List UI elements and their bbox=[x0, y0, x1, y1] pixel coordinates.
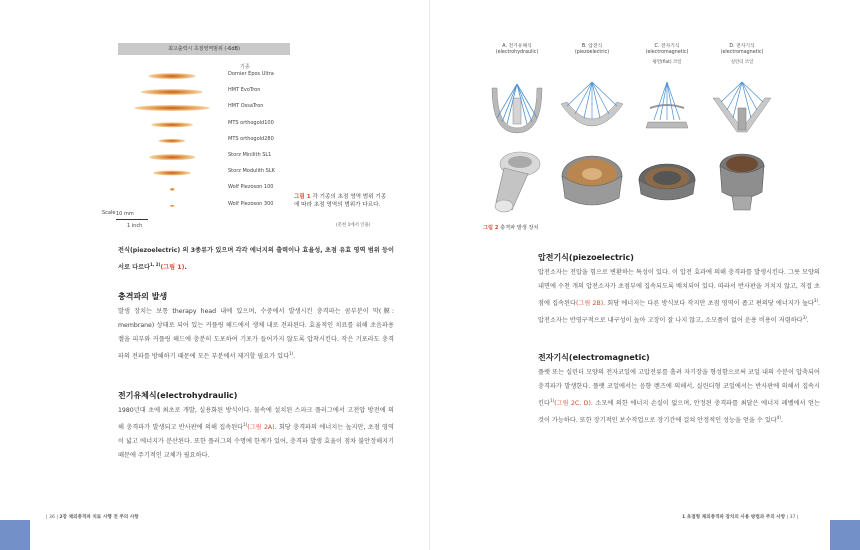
figure1-device-name: Wolf Piezoson 100 bbox=[228, 184, 274, 191]
piezoelectric-diagram bbox=[557, 78, 627, 138]
intro-paragraph bbox=[118, 244, 394, 275]
figure1-device-name: MTS orthogold280 bbox=[228, 135, 274, 142]
figure1-caption-text: 각 기종의 초점 영역 범위 기종에 따라 초점 영역의 범위가 다르다. bbox=[294, 194, 387, 208]
left-page-number: 36 bbox=[49, 515, 55, 520]
left-footer: | 36 | 2장 체외충격파 치료 시행 전 주의 사항 bbox=[46, 515, 139, 520]
section-electrohydraulic-text1: 1980년대 초에 최초로 개발, 실용화된 방식이다. 물속에 설치된 스파크 플러그에서 고전압 방전에 의해 충격파가 발생되고 반사판에 의해 집속된다 bbox=[118, 407, 394, 432]
section-piezoelectric-text3: . 압전소자는 반영구적으로 내구성이 높아 고장이 잘 나지 않고, 소모품이 없어 운용 비용이 저렴하다 bbox=[538, 300, 820, 325]
figure1-device-row bbox=[120, 165, 360, 181]
focal-zone-shape bbox=[170, 188, 175, 190]
section-electromagnetic-sup2: 4) bbox=[776, 415, 781, 421]
figure1-device-name: HMT EvoTron bbox=[228, 87, 261, 94]
focal-zone-shape bbox=[148, 73, 195, 79]
figure1-caption-label: 그림 1 bbox=[294, 194, 311, 200]
section-piezoelectric-paragraph bbox=[538, 266, 820, 328]
section-electrohydraulic-ref: (그림 2A) bbox=[247, 424, 275, 432]
scale-inch-label: 1 inch bbox=[127, 223, 143, 229]
figure1-device-row bbox=[120, 100, 360, 116]
figure1-column-title: 기종 bbox=[240, 64, 250, 70]
focal-zone-shape bbox=[149, 154, 195, 160]
figure2-col-c-title: C. 전자기식 (electromagnetic) bbox=[645, 44, 689, 55]
intro-text: 전식(piezoelectric) 의 3종류가 있으며 각각 에너지의 출력이나 효율성, 초점 유효 영역 범위 등이 서로 다르다 bbox=[118, 247, 394, 272]
figure1-device-row bbox=[120, 149, 360, 165]
figure1-header: 최고출력시 초점영역범위 (-6dB) bbox=[118, 43, 290, 55]
section-electromagnetic-end: . bbox=[780, 417, 783, 425]
electrohydraulic-device-image bbox=[482, 146, 552, 218]
section-shockwave-heading: 충격파의 발생 bbox=[118, 292, 168, 301]
scale-mm-label: 10 mm bbox=[116, 211, 134, 217]
electromagnetic-cylinder-device-image bbox=[707, 146, 777, 218]
left-chapter: 2장 체외충격파 치료 시행 전 주의 사항 bbox=[59, 515, 139, 520]
focal-zone-shape bbox=[151, 122, 193, 127]
focal-zone-shape bbox=[134, 105, 210, 111]
figure1-device-name: MTS orthogold100 bbox=[228, 119, 274, 126]
figure1-device-name: Storz Modulith SLK bbox=[228, 168, 275, 175]
section-electromagnetic-ref: (그림 2C, D) bbox=[554, 400, 591, 408]
section-electromagnetic-text2: . 소모에 의한 에너지 손실이 없으며, 안정된 충격파를 최달은 에너지 레벨에서 얻는 것이 가능하다. 또한 장기적인 보수작업으로 장기간에 걸쳐 안정적인 성능을 얻을 수 있다 bbox=[538, 400, 820, 425]
figure2-caption bbox=[483, 224, 539, 231]
figure2-col-a bbox=[482, 44, 552, 56]
figure1-source: (문헌 1에서 인용) bbox=[336, 223, 371, 228]
scale-label: Scale bbox=[102, 210, 116, 216]
figure1-device-name: Wolf Piezoson 300 bbox=[228, 200, 274, 207]
figure2-col-b-title: B. 압전식 (piezoelectric) bbox=[574, 44, 610, 55]
figure1-caption bbox=[294, 193, 390, 209]
figure2-col-c bbox=[632, 44, 702, 65]
figure2-caption-label: 그림 2 bbox=[483, 225, 499, 231]
figure1-device-row bbox=[120, 117, 360, 133]
electromagnetic-flat-device-image bbox=[632, 146, 702, 218]
scale-bar bbox=[116, 219, 148, 220]
focal-zone-shape bbox=[153, 171, 191, 176]
figure1-device-name: HMT OssaTron bbox=[228, 103, 264, 110]
figure2-col-d bbox=[707, 44, 777, 65]
figure2-col-d-title: D. 전자기식 (electromagnetic) bbox=[720, 44, 764, 55]
section-electrohydraulic-paragraph bbox=[118, 404, 394, 463]
section-shockwave-sup: 1) bbox=[289, 351, 294, 356]
section-piezoelectric-end: . bbox=[806, 317, 809, 325]
electromagnetic-flat-diagram bbox=[632, 78, 702, 138]
section-electromagnetic-text1: 플랫 또는 실린더 모양의 전자코일에 고압전류를 흘려 자기장을 형성함으로써 코일 내의 수분이 압축되어 충격파가 발생한다. 플랫 코일에서는 음향 렌즈에 의해서, 실린더형 코일에서는 반사판에 의해서 집속시킨다 bbox=[538, 369, 820, 408]
section-piezoelectric-sup: 3) bbox=[813, 298, 819, 303]
section-piezoelectric-sup2: 3) bbox=[802, 315, 807, 321]
piezoelectric-device-image bbox=[557, 146, 627, 218]
left-page-tab bbox=[0, 520, 30, 550]
section-electromagnetic-sup: 1) bbox=[549, 398, 555, 403]
right-chapter: 1 초점형 체외충격파 장치의 사용 방법과 주의 사항 bbox=[682, 515, 786, 520]
section-shockwave-paragraph bbox=[118, 305, 394, 364]
focal-zone-shape bbox=[158, 139, 185, 143]
figure2-col-c-subtitle: 평면(flat) 코일 bbox=[652, 60, 682, 65]
figure1-device-row bbox=[120, 84, 360, 100]
figure2-caption-text: 충격파 발생 장치 bbox=[500, 225, 539, 231]
right-footer: 1 초점형 체외충격파 장치의 사용 방법과 주의 사항 | 37 | bbox=[682, 515, 799, 520]
section-electrohydraulic-heading: 전기유체식(electrohydraulic) bbox=[118, 391, 238, 400]
section-piezoelectric-heading: 압전기식(piezoelectric) bbox=[538, 253, 634, 262]
section-piezoelectric-ref: (그림 2B) bbox=[576, 300, 604, 308]
intro-end: . bbox=[184, 264, 187, 272]
right-page bbox=[430, 0, 860, 550]
section-piezoelectric-text2: . 회당 에너지는 다른 방식보다 작지만 초점 영역이 좁고 편의당 에너지가 높다 bbox=[603, 300, 814, 308]
right-page-number: 37 bbox=[789, 515, 796, 520]
figure2-col-b bbox=[557, 44, 627, 56]
section-electromagnetic-heading: 전자기식(electromagnetic) bbox=[538, 353, 650, 362]
figure1-device-name: Dornier Epos Ultra bbox=[228, 71, 274, 77]
figure1-device-name: Storz Minilith SL1 bbox=[228, 152, 272, 158]
section-electrohydraulic-sup: 1) bbox=[243, 422, 248, 427]
section-electromagnetic-paragraph bbox=[538, 366, 820, 428]
electromagnetic-cylinder-diagram bbox=[707, 78, 777, 138]
section-shockwave-text: 발생 장치는 보통 therapy head 내에 있으며, 수중에서 발생시킨 충격파는 콤부분이 막(膜: membrane) 상태로 되어 있는 커플링 헤드에서 생체 내로 전파된다. 효율적인 치료를 위해 초음파용 젤을 피부와 커플링 헤드에 충분히 도포하여 기포가 들어가지 않도록 압착시킨다. 작은 기포라도 충격파의 전파를 방해하기 때문에 모든 부분에서 제거할 필요가 있다 bbox=[118, 308, 394, 361]
figure1-device-row bbox=[120, 68, 360, 84]
section-electrohydraulic-text2: . 회당 충격파의 에너지는 높지만, 초점 영역이 넓고 에너지가 분산된다. 또한 플러그의 수명에 한계가 있어, 충격파 발생 효율이 점차 불안정해지기 때문에 주기적인 교체가 필요하다. bbox=[118, 424, 394, 460]
right-page-tab bbox=[830, 520, 860, 550]
figure2-col-a-title: A. 전기유체식 (electrohydraulic) bbox=[495, 44, 539, 55]
figure1-device-row bbox=[120, 133, 360, 149]
focal-zone-shape bbox=[170, 204, 175, 206]
section-piezoelectric-text1: 압전소자는 전압을 힘으로 변환하는 특성이 있다. 이 압전 효과에 의해 충격파를 발생시킨다. 그릇 모양의 내면에 수천 개의 압전소자가 초점부에 집속되도록 배치되어 있다. 따라서 반사판을 거치지 않고, 직접 초점에 집속된다 bbox=[538, 269, 820, 308]
figure2-col-d-subtitle: 실린더 코일 bbox=[730, 60, 754, 65]
focal-zone-shape bbox=[141, 89, 203, 95]
electrohydraulic-diagram bbox=[482, 78, 552, 138]
intro-ref: (그림 1) bbox=[160, 264, 185, 272]
section-shockwave-end: . bbox=[293, 353, 296, 361]
intro-sup: 1, 2) bbox=[150, 262, 161, 267]
